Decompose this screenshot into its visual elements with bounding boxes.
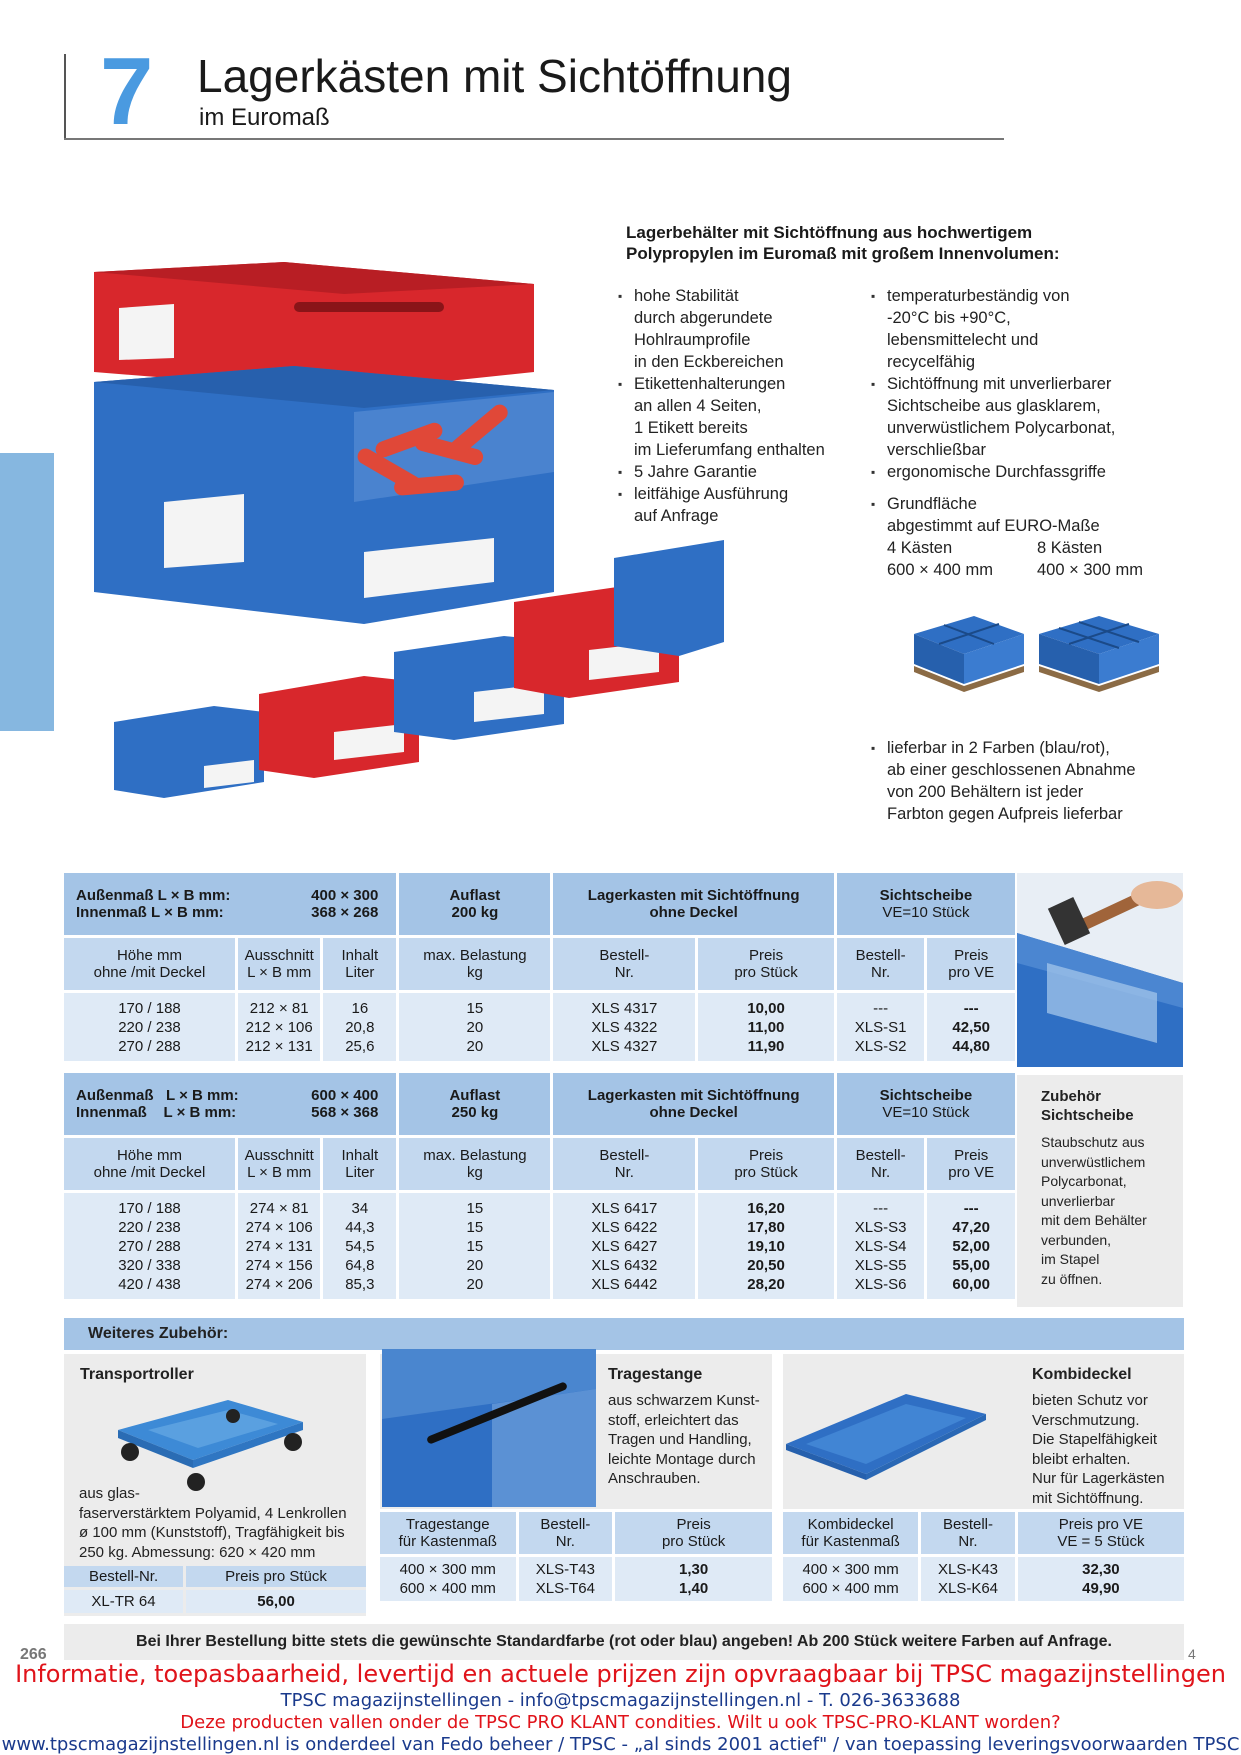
feature-item: ▪ Sichtöffnung mit unverlierbarer Sichtscheibe aus glasklarem, unverwüstlichem Polycarbonat, verschließbar <box>871 373 1201 461</box>
kombideckel-description: bieten Schutz vor Verschmutzung. Die Stapelfähigkeit bleibt erhalten. Nur für Lagerkästen mit Sichtöffnung. <box>1032 1392 1165 1507</box>
cell-s-preis: --- 47,20 52,00 55,00 60,00 <box>927 1193 1015 1299</box>
cell-ausschnitt: 274 × 81 274 × 106 274 × 131 274 × 156 274 × 206 <box>238 1193 320 1299</box>
col-header-bestell: Bestell- Nr. <box>553 938 695 990</box>
sichtscheibe-group-header: Sichtscheibe VE=10 Stück <box>837 1073 1015 1135</box>
cell-ausschnitt: 212 × 81 212 × 106 212 × 131 <box>238 993 320 1061</box>
cell-hoehe: 170 / 188 220 / 238 270 / 288 <box>64 993 235 1061</box>
cell-mass: 400 × 300 mm 600 × 400 mm <box>783 1557 918 1601</box>
box-group-header: Lagerkasten mit Sichtöffnung ohne Deckel <box>553 873 833 935</box>
feature-item: ▪ 5 Jahre Garantie <box>618 461 868 483</box>
tragestange-title: Tragestange <box>608 1366 703 1383</box>
cell-bestell: XLS-K43 XLS-K64 <box>921 1557 1015 1601</box>
dealer-website-line: www.tpscmagazijnstellingen.nl is onderdeel van Fedo beheer / TPSC - „al sinds 2001 actief" / van toepassing leveringsvoorwaarden TPSC <box>1 1734 1240 1755</box>
sichtscheibe-hammer-image <box>1017 873 1183 1067</box>
chapter-number: 7 <box>100 38 154 145</box>
col-header-hoehe: Höhe mm ohne /mit Deckel <box>64 938 235 990</box>
zubehoer-title: Zubehör Sichtscheibe <box>1041 1088 1134 1124</box>
col-header-bestell: Bestell- Nr. <box>553 1138 695 1190</box>
cell-mass: 400 × 300 mm 600 × 400 mm <box>380 1557 516 1601</box>
transportroller-description: aus glas- faserverstärktem Polyamid, 4 Lenkrollen ø 100 mm (Kunststoff), Tragfähigkeit bis 250 kg. Abmessung: 620 × 420 mm <box>79 1485 347 1561</box>
cell-preis: 32,30 49,90 <box>1018 1557 1184 1601</box>
col-header-preis: Preis pro Stück <box>698 938 834 990</box>
col-header-preis: Preis pro Stück <box>615 1512 772 1554</box>
header-rule-horizontal <box>64 138 1004 140</box>
col-header-belastung: max. Belastung kg <box>399 1138 550 1190</box>
col-header-bestell: Bestell-Nr. <box>64 1566 183 1587</box>
col-header-mass: Kombideckel für Kastenmaß <box>783 1512 918 1554</box>
col-header-bestell: Bestell- Nr. <box>519 1512 613 1554</box>
tragestange-table <box>377 1509 775 1604</box>
table-400x300 <box>61 870 1018 1064</box>
cell-preis: 56,00 <box>186 1590 366 1613</box>
page-number: 266 <box>20 1646 47 1663</box>
transportroller-image <box>108 1390 308 1492</box>
feature-item: ▪ temperaturbeständig von -20°C bis +90°C, lebensmittelecht und recycelfähig <box>871 285 1201 373</box>
cell-s-preis: --- 42,50 44,80 <box>927 993 1015 1061</box>
col-header-mass: Tragestange für Kastenmaß <box>380 1512 516 1554</box>
tragestange-description: aus schwarzem Kunst- stoff, erleichtert das Tragen und Handling, leichte Montage durch Anschrauben. <box>608 1392 760 1487</box>
colors-note <box>871 737 1201 825</box>
col-header-hoehe: Höhe mm ohne /mit Deckel <box>64 1138 235 1190</box>
cell-bestell: XLS 6417 XLS 6422 XLS 6427 XLS 6432 XLS 6442 <box>553 1193 695 1299</box>
col-header-inhalt: Inhalt Liter <box>323 938 396 990</box>
cell-inhalt: 34 44,3 54,5 64,8 85,3 <box>323 1193 396 1299</box>
cell-preis: 16,20 17,80 19,10 20,50 28,20 <box>698 1193 834 1299</box>
cell-belastung: 15 15 15 20 20 <box>399 1193 550 1299</box>
chapter-side-tab <box>0 453 54 731</box>
features-left <box>618 285 868 527</box>
zubehoer-sichtscheibe-box <box>1017 1075 1183 1307</box>
col-header-s-preis: Preis pro VE <box>927 1138 1015 1190</box>
accessories-section-title: Weiteres Zubehör: <box>64 1318 1184 1350</box>
col-header-s-bestell: Bestell- Nr. <box>837 938 925 990</box>
header-rule-vertical <box>64 54 66 140</box>
kombideckel-title: Kombideckel <box>1032 1366 1132 1383</box>
cell-s-bestell: --- XLS-S3 XLS-S4 XLS-S5 XLS-S6 <box>837 1193 925 1299</box>
auflast-header: Auflast 200 kg <box>399 873 550 935</box>
intro-heading: Lagerbehälter mit Sichtöffnung aus hochwertigem Polypropylen im Euromaß mit großem Innenvolumen: <box>626 223 1060 263</box>
col-header-s-bestell: Bestell- Nr. <box>837 1138 925 1190</box>
feature-item: ▪ leitfähige Ausführung auf Anfrage <box>618 483 868 527</box>
sichtscheibe-group-header: Sichtscheibe VE=10 Stück <box>837 873 1015 935</box>
zubehoer-text: Staubschutz aus unverwüstlichem Polycarbonat, unverlierbar mit dem Behälter verbunden, im Stapel zu öffnen. <box>1041 1134 1147 1287</box>
cell-preis: 10,00 11,00 11,90 <box>698 993 834 1061</box>
col-header-preis: Preis pro Stück <box>186 1566 366 1587</box>
col-header-bestell: Bestell- Nr. <box>921 1512 1015 1554</box>
cell-s-bestell: --- XLS-S1 XLS-S2 <box>837 993 925 1061</box>
table-600x400 <box>61 1070 1018 1302</box>
col-header-ausschnitt: Ausschnitt L × B mm <box>238 938 320 990</box>
page-mark: 4 <box>1188 1646 1196 1662</box>
cell-inhalt: 16 20,8 25,6 <box>323 993 396 1061</box>
dimensions-header: Außenmaß L × B mm: 400 × 300 Innenmaß L × B mm: 368 × 268 <box>64 873 396 935</box>
col-header-preis: Preis pro VE VE = 5 Stück <box>1018 1512 1184 1554</box>
transportroller-table <box>61 1563 369 1616</box>
col-header-preis: Preis pro Stück <box>698 1138 834 1190</box>
cell-bestell: XL-TR 64 <box>64 1590 183 1613</box>
cell-hoehe: 170 / 188 220 / 238 270 / 288 320 / 338 420 / 438 <box>64 1193 235 1299</box>
feature-item: ▪ hohe Stabilität durch abgerundete Hohlraumprofile in den Eckbereichen <box>618 285 868 373</box>
kombideckel-table <box>780 1509 1187 1604</box>
kombideckel-image <box>786 1384 986 1484</box>
auflast-header: Auflast 250 kg <box>399 1073 550 1135</box>
col-header-ausschnitt: Ausschnitt L × B mm <box>238 1138 320 1190</box>
page-subtitle: im Euromaß <box>199 104 330 131</box>
feature-item: ▪ Grundfläche abgestimmt auf EURO-Maße <box>871 493 1201 537</box>
feature-item: ▪ Etikettenhalterungen an allen 4 Seiten, 1 Etikett bereits im Lieferumfang enthalten <box>618 373 868 461</box>
feature-item: ▪ ergonomische Durchfassgriffe <box>871 461 1201 483</box>
cell-bestell: XLS-T43 XLS-T64 <box>519 1557 613 1601</box>
col-header-inhalt: Inhalt Liter <box>323 1138 396 1190</box>
grundflaeche-col1: 4 Kästen 600 × 400 mm <box>887 539 993 579</box>
pallet-layout-image <box>914 604 1164 694</box>
features-right <box>871 285 1201 483</box>
box-group-header: Lagerkasten mit Sichtöffnung ohne Deckel <box>553 1073 833 1135</box>
tragestange-image <box>382 1349 596 1507</box>
feature-item: ▪ lieferbar in 2 Farben (blau/rot), ab einer geschlossenen Abnahme von 200 Behältern ist jeder Farbton gegen Aufpreis lieferbar <box>871 737 1201 825</box>
dealer-contact-line: TPSC magazijnstellingen - info@tpscmagazijnstellingen.nl - T. 026-3633688 <box>280 1690 961 1711</box>
dealer-conditions-line: Deze producten vallen onder de TPSC PRO KLANT condities. Wilt u ook TPSC-PRO-KLANT worden? <box>180 1712 1061 1733</box>
dealer-info-line: Informatie, toepasbaarheid, levertijd en actuele prijzen zijn opvraagbaar bij TPSC magazijnstellingen <box>15 1660 1226 1688</box>
col-header-belastung: max. Belastung kg <box>399 938 550 990</box>
transportroller-title: Transportroller <box>80 1366 194 1383</box>
cell-bestell: XLS 4317 XLS 4322 XLS 4327 <box>553 993 695 1061</box>
order-note: Bei Ihrer Bestellung bitte stets die gewünschte Standardfarbe (rot oder blau) angeben! Ab 200 Stück weitere Farben auf Anfrage. <box>64 1624 1184 1660</box>
cell-preis: 1,30 1,40 <box>615 1557 772 1601</box>
dimensions-header: Außenmaß L × B mm: 600 × 400 Innenmaß L × B mm: 568 × 368 <box>64 1073 396 1135</box>
col-header-s-preis: Preis pro VE <box>927 938 1015 990</box>
grundflaeche-block <box>871 493 1201 537</box>
grundflaeche-col2: 8 Kästen 400 × 300 mm <box>1037 539 1143 579</box>
cell-belastung: 15 20 20 <box>399 993 550 1061</box>
page-title: Lagerkästen mit Sichtöffnung <box>197 50 792 102</box>
